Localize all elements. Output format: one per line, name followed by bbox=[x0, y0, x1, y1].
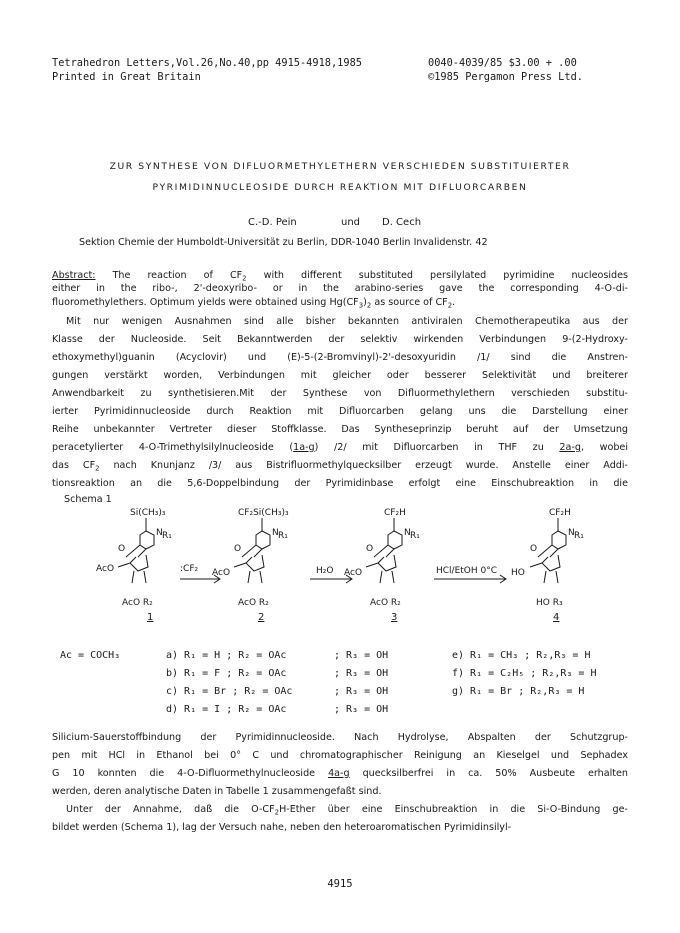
svg-text:O: O bbox=[366, 544, 374, 554]
arrow1-reagent: :CF₂ bbox=[180, 564, 199, 574]
c4-lower: HO R₃ bbox=[536, 598, 563, 608]
copyright: ©1985 Pergamon Press Ltd. bbox=[428, 71, 583, 83]
arrow3-reagent: HCl/EtOH 0°C bbox=[436, 566, 498, 576]
compound-number-4: 4 bbox=[553, 612, 560, 623]
body2-line-4: werden, deren analytische Daten in Tabelle 1 zusammengefaßt sind. bbox=[52, 786, 382, 797]
body1-line-4: gungen verstärkt worden, Verbindungen mit gleicher oder besserer Selektivität und breiterer bbox=[52, 370, 628, 381]
svg-text:AcO: AcO bbox=[344, 568, 363, 578]
author-and: und bbox=[341, 217, 361, 228]
body1-line-2: Klasse der Nucleoside. Seit Bekanntwerden der selektiv wirkenden Verbindungen 9-(2-Hydroxy- bbox=[52, 334, 628, 345]
body1-line-3: ethoxymethyl)guanin (Acyclovir) und (E)-5-(2-Bromvinyl)-2'-desoxyuridin /1/ sind die Anstren- bbox=[52, 352, 628, 363]
svg-text:N: N bbox=[404, 528, 411, 538]
title-line-2: PYRIMIDINNUCLEOSIDE DURCH REAKTION MIT DIFLUORCARBEN bbox=[152, 182, 528, 193]
body1-line-8: peracetylierter 4-O-Trimethylsilylnucleoside (1a-g) /2/ mit Difluorcarben in THF zu 2a-g, wobei bbox=[52, 442, 628, 453]
svg-text:O: O bbox=[234, 544, 242, 554]
abstract-line-1: Abstract: The reaction of $CF_2$ with different substituted persilylated pyrimidine nucleosides bbox=[52, 270, 629, 283]
svg-text:R₁: R₁ bbox=[162, 531, 172, 541]
body2-line-2: pen mit HCl in Ethanol bei 0° C und chromatographischer Reinigung an Kieselgel und Sephadex bbox=[52, 750, 628, 761]
subst-row-a-right: e) R₁ = CH₃ ; R₂,R₃ = H bbox=[452, 650, 591, 661]
title-line-1: ZUR SYNTHESE VON DIFLUORMETHYLETHERN VERSCHIEDEN SUBSTITUIERTER bbox=[109, 161, 571, 172]
subst-row-d-left: d) R₁ = I ; R₂ = OAc bbox=[166, 704, 287, 715]
svg-text:HO: HO bbox=[511, 568, 525, 578]
author-2: D. Cech bbox=[382, 217, 422, 228]
body2-line-5: Unter der Annahme, daß die $O-CF_2H$-Ether über eine Einschubreaktion in die Si-O-Bindung ge- bbox=[66, 804, 628, 817]
affiliation: Sektion Chemie der Humboldt-Universität zu Berlin, DDR-1040 Berlin Invalidenstr. 42 bbox=[79, 237, 488, 248]
arrow2-reagent: H₂O bbox=[316, 566, 334, 576]
body2-line-1: Silicium-Sauerstoffbindung der Pyrimidinnucleoside. Nach Hydrolyse, Abspalten der Schutzgrup- bbox=[52, 732, 628, 743]
c1-lower: AcO R₂ bbox=[122, 598, 153, 608]
body1-line-10: tionsreaktion an die 5,6-Doppelbindung der Pyrimidinbase erfolgt eine Einschubreaktion in die bbox=[52, 478, 628, 489]
compound-number-2: 2 bbox=[258, 612, 265, 623]
subst-row-a-mid: ; R₃ = OH bbox=[334, 650, 389, 661]
compound-number-1: 1 bbox=[147, 612, 154, 623]
scheme-caption: Schema 1 bbox=[64, 494, 112, 505]
subst-row-c-left: c) R₁ = Br ; R₂ = OAc bbox=[166, 686, 293, 697]
compound-ref-1a-g: 1a-g bbox=[293, 442, 315, 453]
body2-line-3: G 10 konnten die 4-O-Difluormethylnucleoside 4a-g quecksilberfrei in ca. 50% Ausbeute erhalten bbox=[52, 768, 629, 779]
compound-number-3: 3 bbox=[391, 612, 398, 623]
subst-row-b-mid: ; R₃ = OH bbox=[334, 668, 389, 679]
journal-citation: Tetrahedron Letters,Vol.26,No.40,pp 4915-4918,1985 bbox=[52, 57, 362, 69]
c4-substituent: CF₂H bbox=[549, 508, 571, 518]
subst-row-c-mid: ; R₃ = OH bbox=[334, 686, 389, 697]
c3-substituent: CF₂H bbox=[384, 508, 406, 518]
subst-row-a-left: a) R₁ = H ; R₂ = OAc bbox=[166, 650, 287, 661]
printed-in: Printed in Great Britain bbox=[52, 71, 201, 83]
svg-text:N: N bbox=[568, 528, 575, 538]
compound-ref-4a-g: 4a-g bbox=[328, 768, 350, 779]
body2-line-6: bildet werden (Schema 1), lag der Versuch nahe, neben den heteroaromatischen Pyrimidinsilyl- bbox=[52, 822, 512, 833]
svg-text:N: N bbox=[272, 528, 279, 538]
svg-text:O: O bbox=[530, 544, 538, 554]
c2-substituent: CF₂Si(CH₃)₃ bbox=[238, 508, 289, 518]
c3-lower: AcO R₂ bbox=[370, 598, 401, 608]
body1-line-7: Reihe unbekannter Vertreter dieser Stoffklasse. Das Syntheseprinzip beruht auf der Umsetzung bbox=[52, 424, 628, 435]
author-1: C.-D. Pein bbox=[248, 217, 297, 228]
subst-row-b-left: b) R₁ = F ; R₂ = OAc bbox=[166, 668, 287, 679]
subst-row-c-right: g) R₁ = Br ; R₂,R₃ = H bbox=[452, 686, 585, 697]
abstract-line-2: either in the ribo-, 2'-deoxyribo- or in the arabino-series gave the corresponding 4-O-di- bbox=[52, 283, 628, 294]
c1-substituent: Si(CH₃)₃ bbox=[130, 508, 166, 518]
c2-lower: AcO R₂ bbox=[238, 598, 269, 608]
svg-text:R₁: R₁ bbox=[278, 531, 288, 541]
svg-text:AcO: AcO bbox=[212, 568, 231, 578]
svg-text:R₁: R₁ bbox=[574, 531, 584, 541]
body1-line-9: das $CF_2$ nach Knunjanz /3/ aus Bistrifluormethylquecksilber erzeugt wurde. Anstelle einer Addi- bbox=[52, 460, 629, 473]
abstract-line-3: fluoromethylethers. Optimum yields were obtained using $Hg(CF_3)_2$ as source of $CF_2$. bbox=[52, 297, 456, 310]
body1-line-1: Mit nur wenigen Ausnahmen sind alle bisher bekannten antiviralen Chemotherapeutika aus der bbox=[66, 316, 628, 327]
scheme-1-diagram bbox=[0, 505, 680, 650]
issn-price: 0040-4039/85 $3.00 + .00 bbox=[428, 57, 577, 69]
svg-text:N: N bbox=[156, 528, 163, 538]
page-number: 4915 bbox=[327, 878, 353, 890]
acetyl-definition: Ac = COCH₃ bbox=[60, 650, 121, 661]
body1-line-6: ierter Pyrimidinnucleoside durch Reaktion mit Difluorcarben gelang uns die Darstellung einer bbox=[52, 406, 628, 417]
svg-text:O: O bbox=[118, 544, 126, 554]
subst-row-d-mid: ; R₃ = OH bbox=[334, 704, 389, 715]
svg-text:AcO: AcO bbox=[96, 564, 115, 574]
body1-line-5: Anwendbarkeit zu synthetisieren.Mit der Synthese von Difluormethylethern verschieden substitu- bbox=[52, 388, 628, 399]
abstract-label: Abstract: bbox=[52, 270, 96, 281]
compound-ref-2a-g: 2a-g bbox=[559, 442, 581, 453]
subst-row-b-right: f) R₁ = C₂H₅ ; R₂,R₃ = H bbox=[452, 668, 597, 679]
svg-text:R₁: R₁ bbox=[410, 531, 420, 541]
